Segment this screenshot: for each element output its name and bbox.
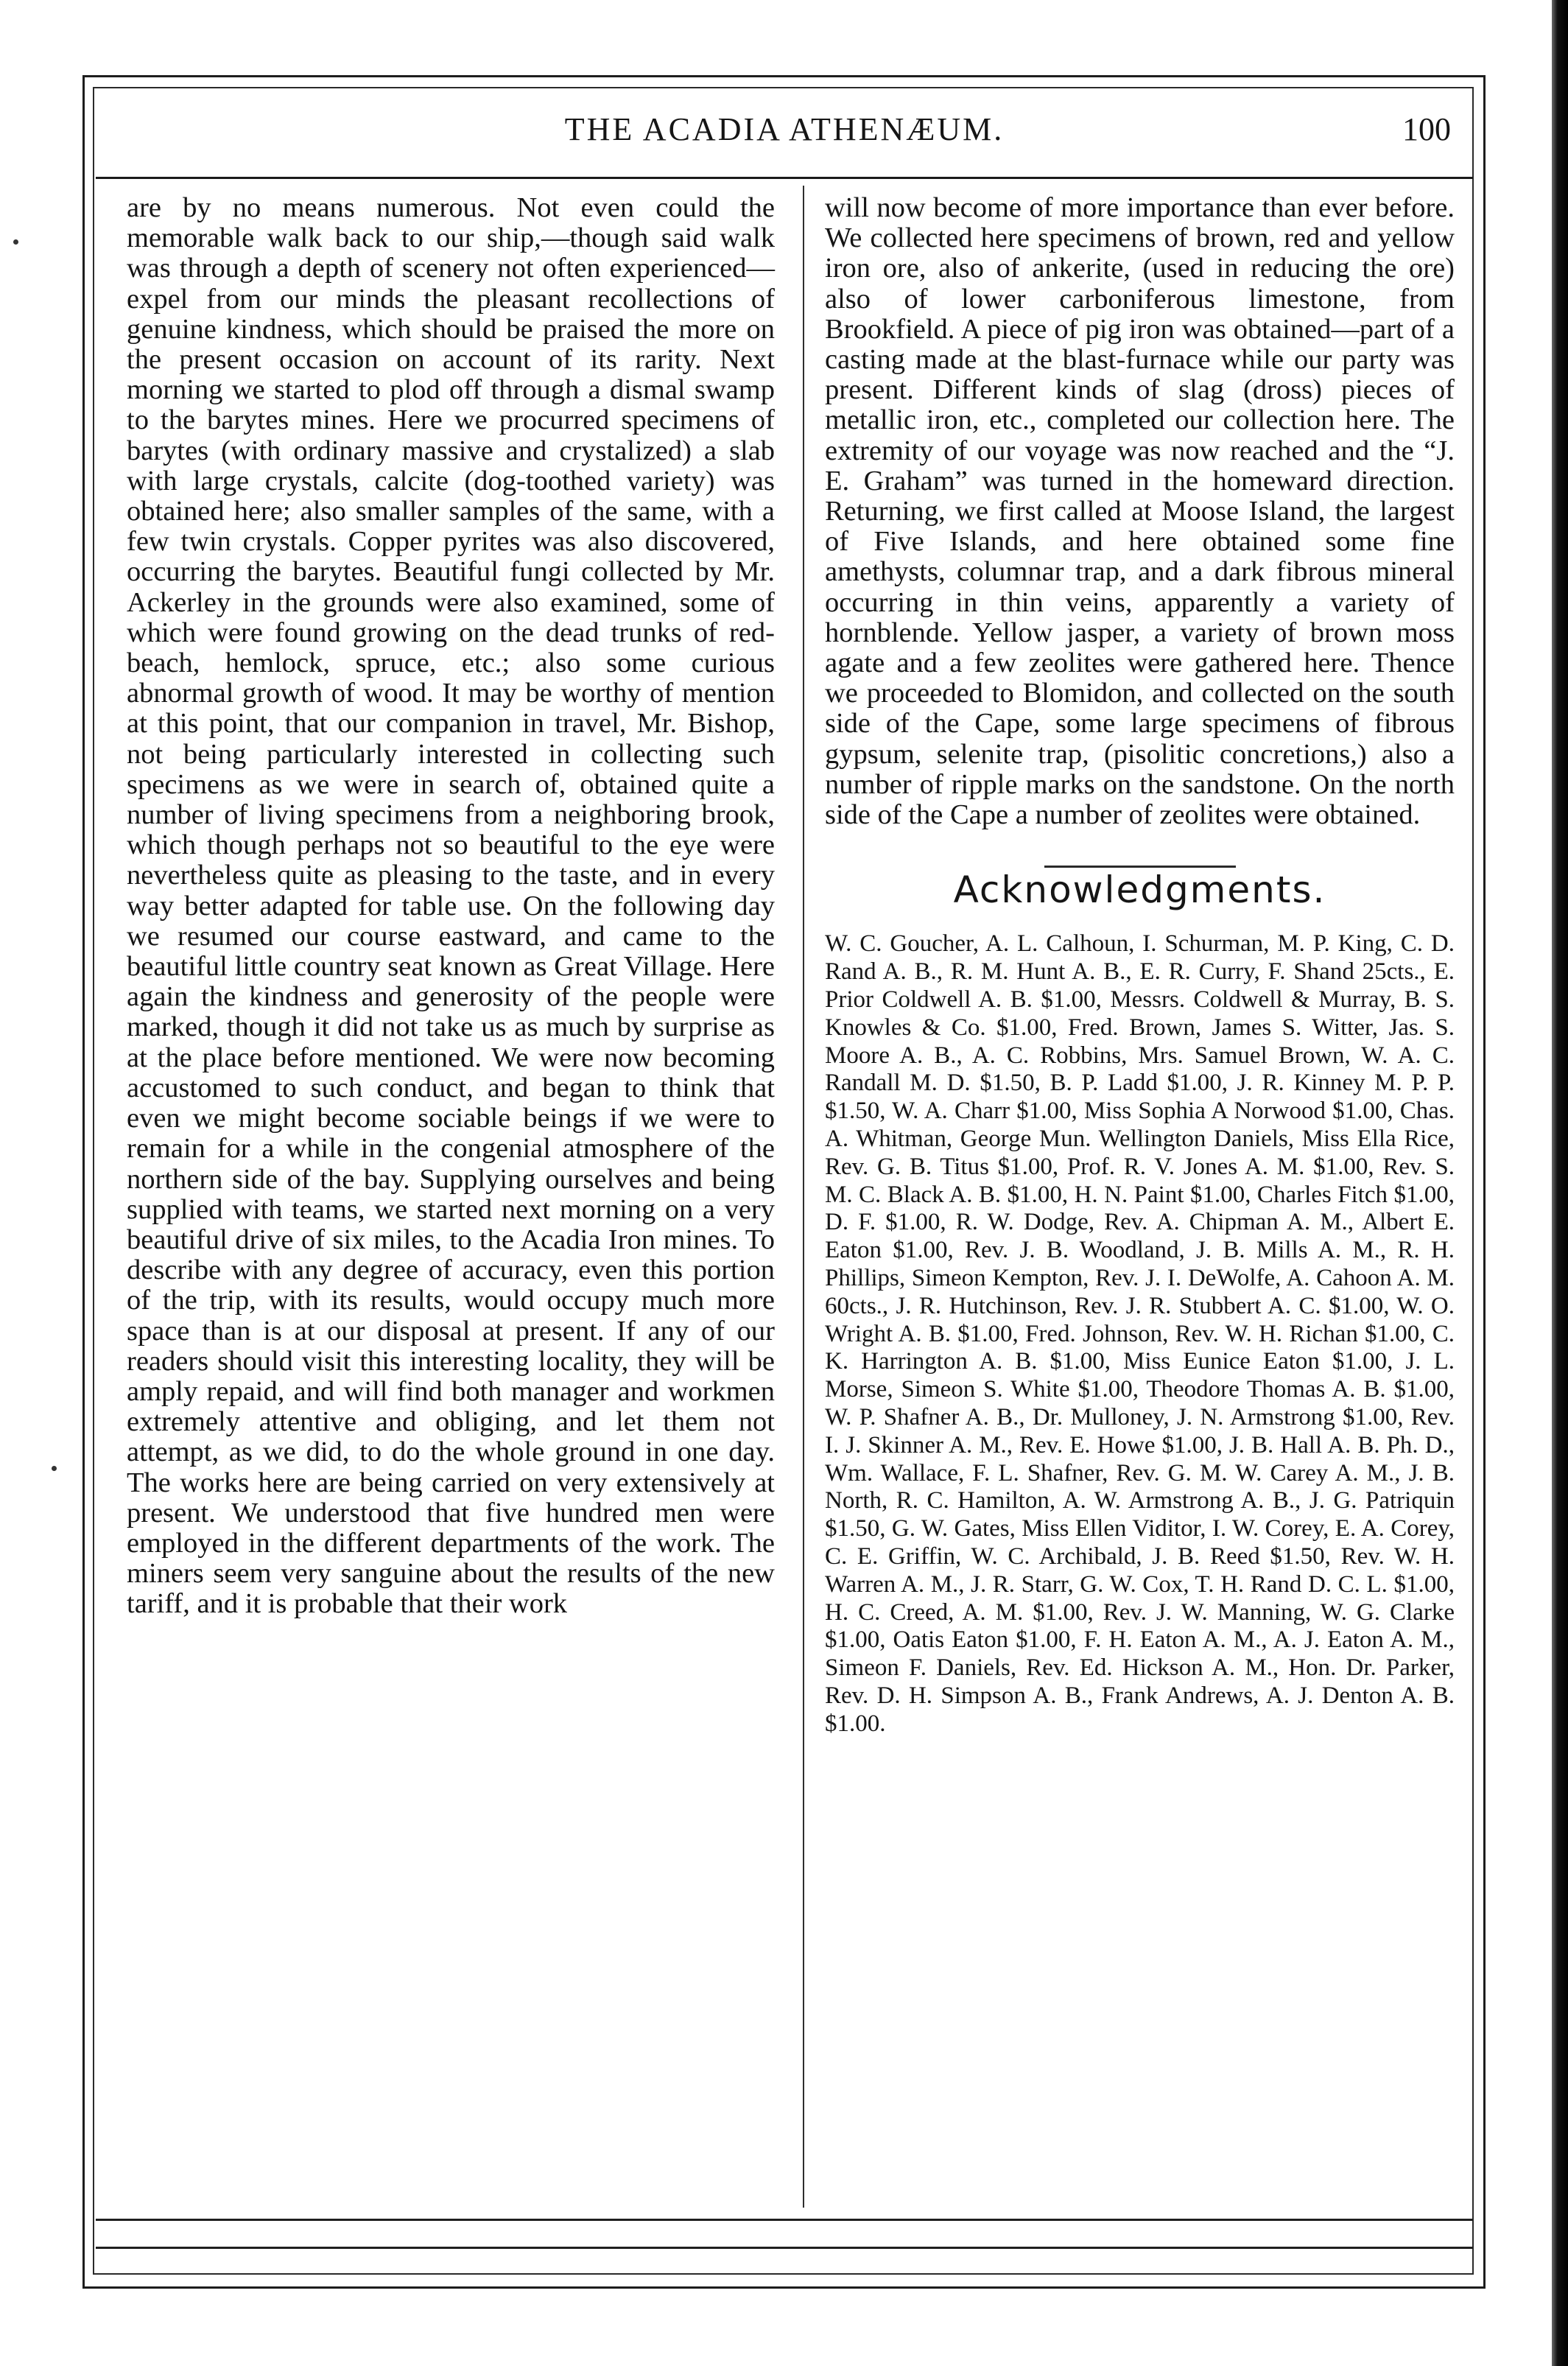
acknowledgments-list: W. C. Goucher, A. L. Calhoun, I. Schurman, M. P. King, C. D. Rand A. B., R. M. Hunt A. B., E. R. Curry, F. Shand 25cts., E. Prior Coldwell A. B. $1.00, Messrs. Coldwell & Murray, B. S. Knowles & Co. $1.00, Fred. Brown, James S. Witter, Jas. S. Moore A. B., A. C. Robbins, Mrs. Samuel Brown, W. A. C. Randall M. D. $1.50, B. P. Ladd $1.00, J. R. Kinney M. P. P. $1.50, W. A. Charr $1.00, Miss Sophia A Norwood $1.00, Chas. A. Whitman, George Mun. Wellington Daniels, Miss Ella Rice, Rev. G. B. Titus $1.00, Prof. R. V. Jones A. M. $1.00, Rev. S. M. C. Black A. B. $1.00, H. N. Paint $1.00, Charles Fitch $1.00, D. F. $1.00, R. W. Dodge, Rev. A. Chipman A. M., Albert E. Eaton $1.00, Rev. J. B. Woodland, J. B. Mills A. M., R. H. Phillips, Simeon Kempton, Rev. J. I. DeWolfe, A. Cahoon A. M. 60cts., J. R. Hutchinson, Rev. J. R. Stubbert A. C. $1.00, W. O. Wright A. B. $1.00, Fred. Johnson, Rev. W. H. Richan $1.00, C. K. Harrington A. B. $1.00, Miss Eunice Eaton $1.00, J. L. Morse, Simeon S. White $1.00, Theodore Thomas A. B. $1.00, W. P. Shafner A. B., Dr. Mulloney, J. N. Armstrong $1.00, Rev. I. J. Skinner A. M., Rev. E. Howe $1.00, J. B. Hall A. B. Ph. D., Wm. Wallace, F. L. Shafner, Rev. G. M. W. Carey A. M., J. B. North, R. C. Hamilton, A. W. Armstrong A. B., J. G. Patriquin $1.50, G. W. Gates, Miss Ellen Viditor, I. W. Corey, E. A. Corey, C. E. Griffin, W. C. Archibald, J. B. Reed $1.50, Rev. W. H. Warren A. M., J. R. Starr, G. W. Cox, T. H. Rand D. C. L. $1.00, H. C. Creed, A. M. $1.00, Rev. J. W. Manning, W. G. Clarke $1.00, Oatis Eaton $1.00, F. H. Eaton A. M., A. J. Eaton A. M., Simeon F. Daniels, Rev. Ed. Hickson A. M., Hon. Dr. Parker, Rev. D. H. Simpson A. B., Frank Andrews, A. J. Denton A. B. $1.00. bbox=[825, 930, 1455, 1737]
column-divider bbox=[803, 186, 804, 2208]
margin-speck bbox=[13, 239, 18, 245]
journal-title: THE ACADIA ATHENÆUM. bbox=[564, 111, 1005, 147]
article-continuation bbox=[825, 193, 1455, 830]
right-column bbox=[825, 193, 1455, 1738]
book-spine-edge bbox=[1552, 0, 1568, 2366]
footer-rule bbox=[96, 2219, 1473, 2221]
page-header bbox=[96, 110, 1473, 169]
article-text-right: will now become of more importance than ever before. We collected here specimens of brown, red and yellow iron ore, also of ankerite, (used in reducing the ore) also of lower carboniferous limestone, from Brookfield. A piece of pig iron was obtained—part of a casting made at the blast-furnace while our party was present. Different kinds of slag (dross) pieces of metallic iron, etc., completed our collection here. The extremity of our voyage was now reached and the “J. E. Graham” was turned in the homeward direction. Returning, we first called at Moose Island, the largest of Five Islands, and here obtained some fine amethysts, columnar trap, and a dark fibrous mineral occurring in thin veins, apparently a variety of hornblende. Yellow jasper, a variety of brown moss agate and a few zeolites were gathered here. Thence we proceeded to Blomidon, and collected on the south side of the Cape, some large specimens of fibrous gypsum, selenite trap, (pisolitic concretions,) also a number of ripple marks on the sandstone. On the north side of the Cape a number of zeolites were obtained. bbox=[825, 192, 1455, 831]
article-text-left: are by no means numerous. Not even could the memorable walk back to our ship,—though said walk was through a depth of scenery not often experienced—expel from our minds the pleasant recollections of genuine kindness, which should be praised the more on the present occasion on account of its rarity. Next morning we started to plod off through a dismal swamp to the barytes mines. Here we procurred specimens of barytes (with ordinary massive and crystalized) a slab with large crystals, calcite (dog-toothed variety) was obtained here; also smaller samples of the same, with a few twin crystals. Copper pyrites was also discovered, occurring the barytes. Beautiful fungi collected by Mr. Ackerley in the grounds were also examined, some of which were found growing on the dead trunks of red-beach, hemlock, spruce, etc.; also some curious abnormal growth of wood. It may be worthy of mention at this point, that our companion in travel, Mr. Bishop, not being particularly interested in collecting such specimens as we were in search of, obtained quite a number of living specimens from a neighboring brook, which though perhaps not so beautiful to the eye were nevertheless quite as pleasing to the taste, and in every way better adapted for table use. On the following day we resumed our course eastward, and came to the beautiful little country seat known as Great Village. Here again the kindness and generosity of the people were marked, though it did not take us as much by surprise as at the place before mentioned. We were now becoming accustomed to such conduct, and began to think that even we might become sociable beings if we were to remain for a while in the congenial atmosphere of the northern side of the bay. Supplying ourselves and being supplied with teams, we started next morning on a very beautiful drive of six miles, to the Acadia Iron mines. To describe with any degree of accuracy, even this portion of the trip, with its results, would occupy much more space than is at our disposal at present. If any of our readers should visit this interesting locality, they will be amply repaid, and will find both manager and workmen extremely attentive and obliging, and let them not attempt, as we did, to do the whole ground in one day. The works here are being carried on very extensively at present. We understood that five hundred men were employed in the different departments of the work. The miners seem very sanguine about the results of the new tariff, and it is probable that their work bbox=[127, 192, 775, 1620]
left-column bbox=[127, 193, 775, 1620]
acknowledgments-heading: Acknowledgments. bbox=[953, 868, 1326, 912]
page-number: 100 bbox=[1402, 111, 1451, 147]
footer-rule bbox=[96, 2247, 1473, 2249]
margin-speck bbox=[52, 1466, 57, 1471]
section-rule bbox=[1044, 866, 1236, 868]
header-rule bbox=[96, 177, 1473, 179]
